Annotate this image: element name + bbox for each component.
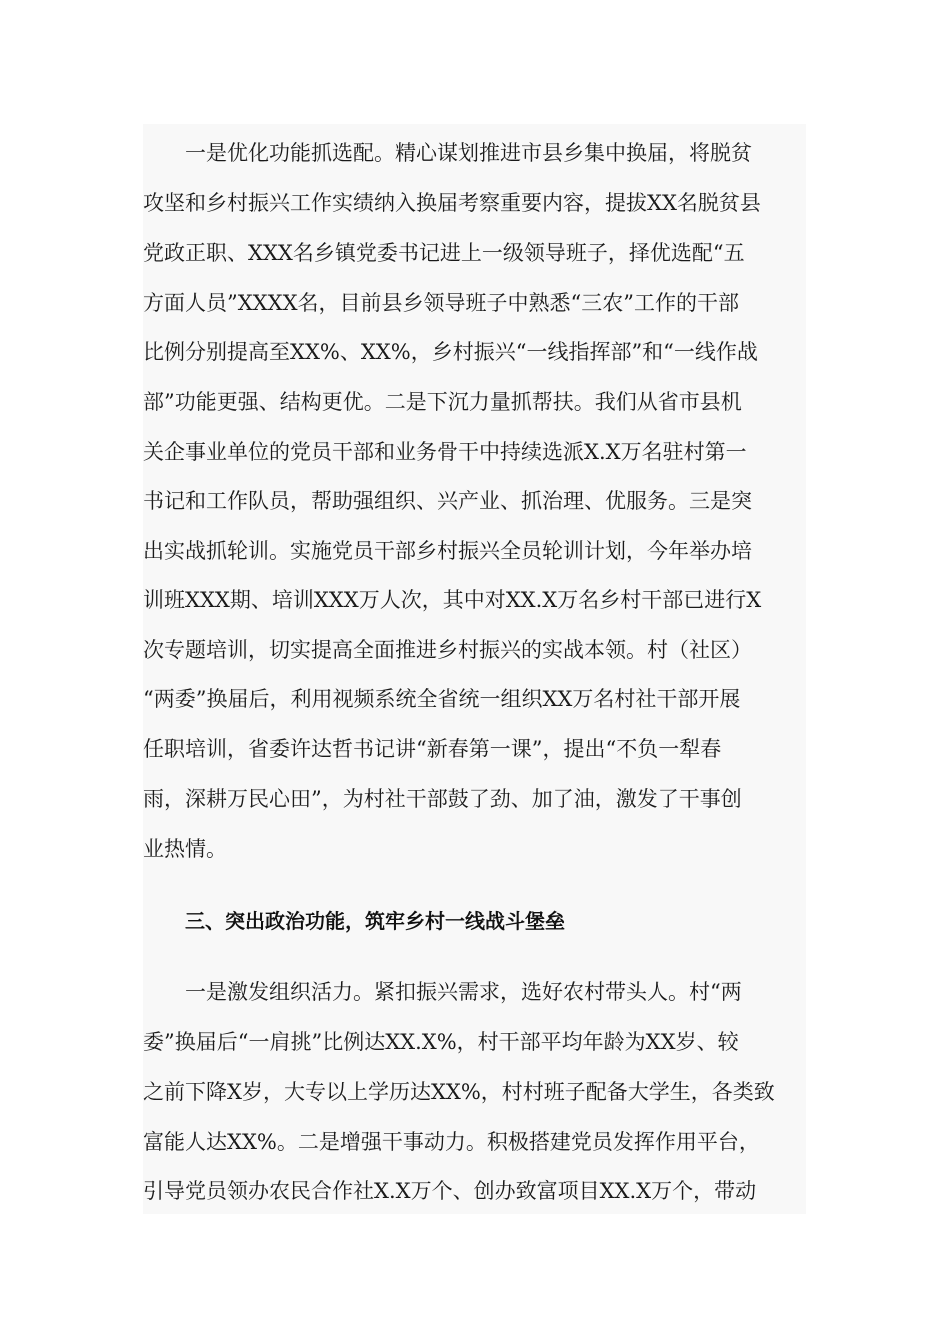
paragraph-line: 党政正职、XXX名乡镇党委书记进上一级领导班子，择优选配“五 [143,241,745,265]
paragraph-line: 业热情。 [143,837,227,861]
paragraph-line: 富能人达XX%。二是增强干事动力。积极搭建党员发挥作用平台， [143,1130,760,1154]
paragraph-line: 次专题培训，切实提高全面推进乡村振兴的实战本领。村（社区） [143,638,752,662]
paragraph-line: 出实战抓轮训。实施党员干部乡村振兴全员轮训计划，今年举办培 [143,539,752,563]
paragraph-line: 之前下降X岁，大专以上学历达XX%，村村班子配备大学生，各类致 [143,1080,775,1104]
paragraph-line: “两委”换届后，利用视频系统全省统一组织XX万名村社干部开展 [143,687,741,711]
paragraph-line: 书记和工作队员，帮助强组织、兴产业、抓治理、优服务。三是突 [143,489,752,513]
paragraph-line: 雨，深耕万民心田”，为村社干部鼓了劲、加了油，激发了干事创 [143,787,742,811]
paragraph-line: 关企事业单位的党员干部和业务骨干中持续选派X.X万名驻村第一 [143,440,747,464]
paragraph-line: 一是优化功能抓选配。精心谋划推进市县乡集中换届，将脱贫 [185,141,752,165]
paragraph-line: 委”换届后“一肩挑”比例达XX.X%，村干部平均年龄为XX岁、较 [143,1030,739,1054]
paragraph-line: 比例分别提高至XX%、XX%，乡村振兴“一线指挥部”和“一线作战 [143,340,758,364]
paragraph-line: 攻坚和乡村振兴工作实绩纳入换届考察重要内容，提拔XX名脱贫县 [143,191,761,215]
paragraph-line: 引导党员领办农民合作社X.X万个、创办致富项目XX.X万个，带动 [143,1179,757,1203]
paragraph-line: 任职培训，省委许达哲书记讲“新春第一课”，提出“不负一犁春 [143,737,722,761]
paragraph-line: 方面人员”XXXX名，目前县乡领导班子中熟悉“三农”工作的干部 [143,291,740,315]
paragraph-line: 一是激发组织活力。紧扣振兴需求，选好农村带头人。村“两 [185,980,742,1004]
paragraph-line: 训班XXX期、培训XXX万人次，其中对XX.X万名乡村干部已进行X [143,588,762,612]
section-heading: 三、突出政治功能，筑牢乡村一线战斗堡垒 [185,909,565,933]
paragraph-line: 部”功能更强、结构更优。二是下沉力量抓帮扶。我们从省市县机 [143,390,742,414]
